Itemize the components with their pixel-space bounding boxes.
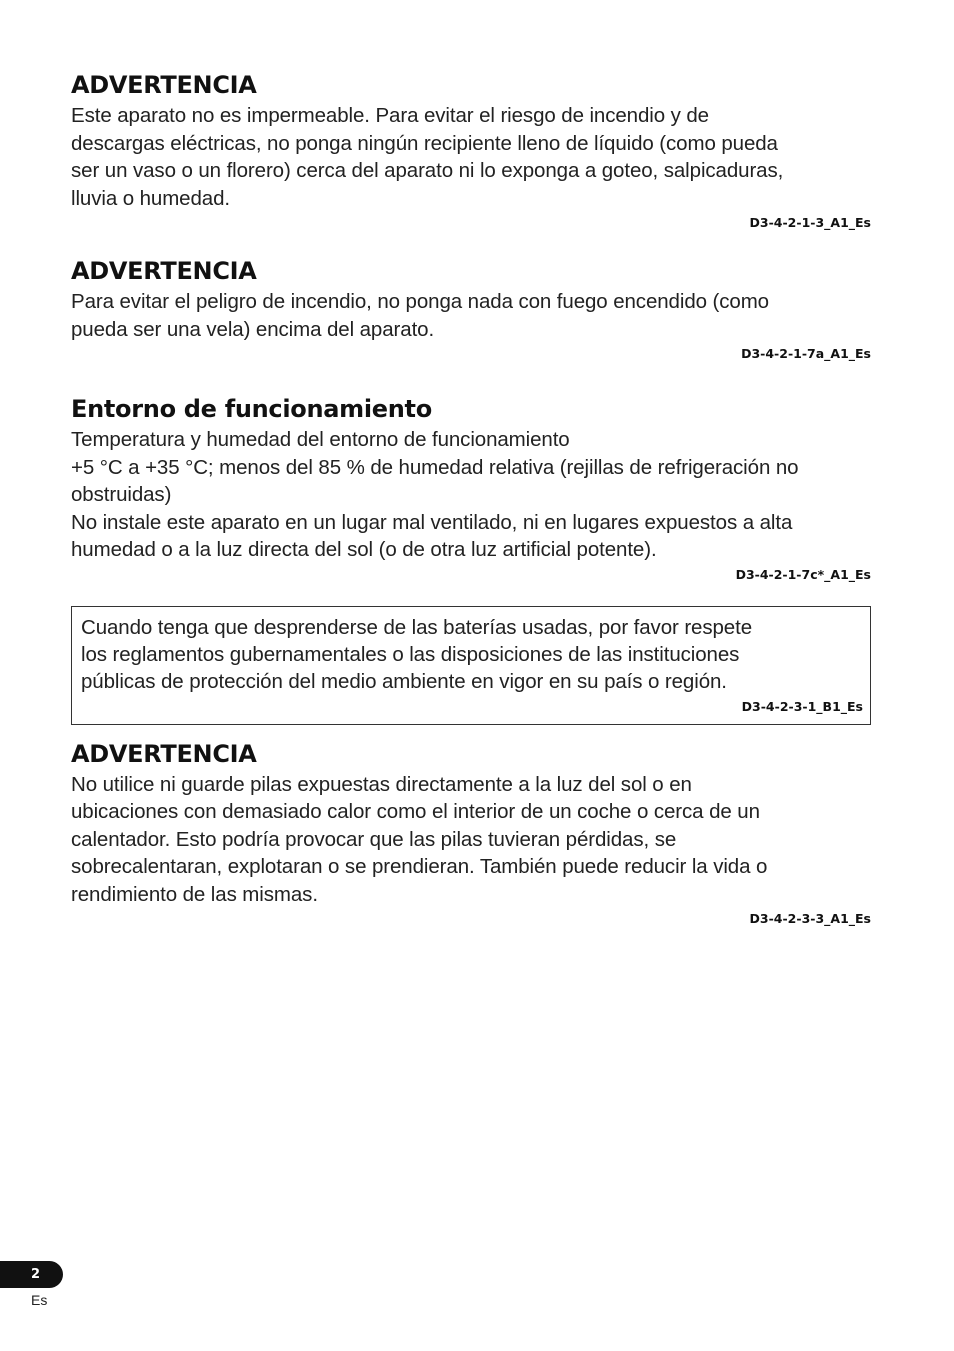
section-text (71, 771, 871, 909)
text-line: lluvia o humedad. (71, 186, 230, 210)
text-line: obstruidas) (71, 483, 172, 506)
text-line: No utilice ni guarde pilas expuestas directamente a la luz del sol o en (71, 772, 692, 796)
page-content (71, 68, 871, 928)
text-line: ubicaciones con demasiado calor como el interior de un coche o cerca de un (71, 800, 760, 823)
reference-code: D3-4-2-1-3_A1_Es (749, 215, 871, 230)
text-line: Cuando tenga que desprenderse de las baterías usadas, por favor respete (81, 615, 752, 639)
text-line: los reglamentos gubernamentales o las disposiciones de las instituciones (81, 642, 740, 666)
text-line: humedad o a la luz directa del sol (o de otra luz artificial potente). (71, 538, 657, 561)
text-line: Temperatura y humedad del entorno de funcionamiento (71, 428, 570, 451)
text-line: +5 °C a +35 °C; menos del 85 % de humedad relativa (rejillas de refrigeración no (71, 455, 799, 479)
page-language: Es (31, 1292, 48, 1308)
operating-environment-section (71, 392, 871, 584)
battery-disposal-box (71, 606, 871, 725)
warning-batteries-section (71, 737, 871, 929)
text-line: descargas eléctricas, no ponga ningún recipiente lleno de líquido (como pueda (71, 131, 778, 155)
text-line: Para evitar el peligro de incendio, no ponga nada con fuego encendido (como (71, 290, 769, 313)
section-heading: ADVERTENCIA (71, 739, 257, 768)
text-line: pueda ser una vela) encima del aparato. (71, 317, 435, 341)
page-number: 2 (31, 1267, 41, 1282)
section-text (81, 614, 863, 695)
text-line: Este aparato no es impermeable. Para evitar el riesgo de incendio y de (71, 104, 709, 127)
reference-code: D3-4-2-1-7c*_A1_Es (735, 566, 871, 582)
section-heading: Entorno de funcionamiento (71, 395, 432, 423)
text-line: No instale este aparato en un lugar mal ventilado, ni en lugares expuestos a alta (71, 510, 793, 534)
warning-water-section (71, 68, 871, 232)
section-heading: ADVERTENCIA (71, 257, 257, 285)
section-text (71, 102, 871, 212)
section-heading: ADVERTENCIA (71, 71, 257, 99)
text-line: ser un vaso o un florero) cerca del aparato ni lo exponga a goteo, salpicaduras, (71, 159, 784, 182)
section-text (71, 288, 871, 343)
section-text (71, 426, 871, 564)
text-line: rendimiento de las mismas. (71, 882, 318, 906)
reference-code: D3-4-2-3-1_B1_Es (741, 698, 863, 714)
page-number-tab (0, 1261, 63, 1288)
text-line: calentador. Esto podría provocar que las pilas tuvieran pérdidas, se (71, 827, 677, 851)
text-line: públicas de protección del medio ambiente en vigor en su país o región. (81, 669, 727, 693)
reference-code: D3-4-2-3-3_A1_Es (749, 911, 871, 926)
text-line: sobrecalentaran, explotaran o se prendieran. También puede reducir la vida o (71, 855, 768, 878)
warning-fire-section (71, 254, 871, 363)
reference-code: D3-4-2-1-7a_A1_Es (741, 346, 871, 361)
